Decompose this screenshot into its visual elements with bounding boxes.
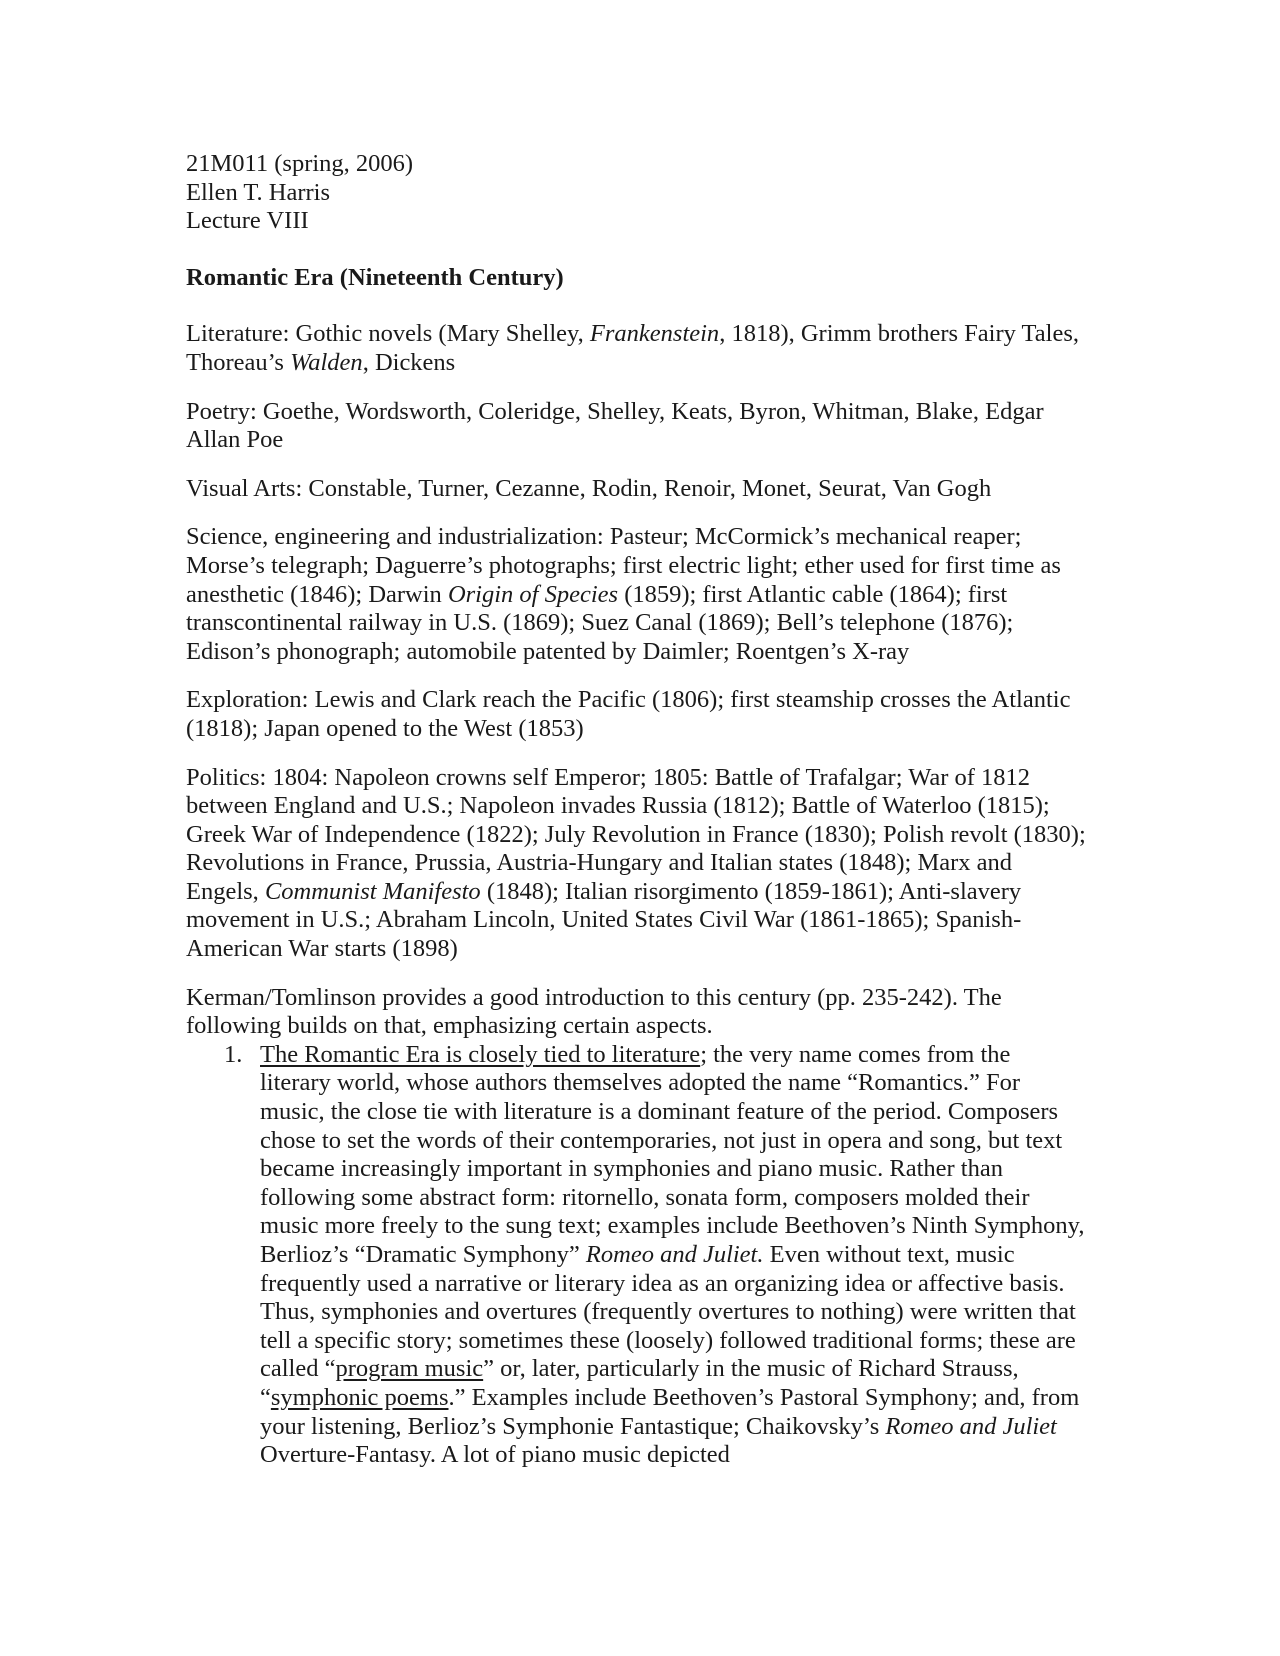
politics-paragraph: Politics: 1804: Napoleon crowns self Emperor; 1805: Battle of Trafalgar; War of 1812 between England and U.S.; Napoleon invades Russia (1812); Battle of Waterloo (1815); Greek War of Independence (1822); July Revolution in France (1830); Polish revolt (1830); Revolutions in France, Prussia, Austria-Hungary and Italian states (1848); Marx and Engels, Communist Manifesto (1848); Italian risorgimento (1859-1861); Anti-slavery movement in U.S.; Abraham Lincoln, United States Civil War (1861-1865); Spanish-American War starts (1898) [186, 763, 1086, 963]
origin-of-species-title: Origin of Species [447, 580, 619, 608]
author-name: Ellen T. Harris [186, 178, 331, 206]
exploration-paragraph: Exploration: Lewis and Clark reach the Pacific (1806); first steamship crosses the Atlantic (1818); Japan opened to the West (1853) [186, 686, 1071, 742]
romeo-juliet-overture-title: Romeo and Juliet [885, 1412, 1057, 1440]
walden-title: Walden [290, 348, 363, 376]
document-page [186, 150, 1086, 1470]
literature-paragraph: Literature: Gothic novels (Mary Shelley, Frankenstein, 1818), Grimm brothers Fairy Tales, Thoreau’s Walden, Dickens [186, 320, 1080, 376]
science-paragraph: Science, engineering and industrialization: Pasteur; McCormick’s mechanical reaper; Morse’s telegraph; Daguerre’s photographs; first electric light; ether used for first time as anesthetic (1846); Darwin Origin of Species (1859); first Atlantic cable (1864); first transcontinental railway in U.S. (1869); Suez Canal (1869); Bell’s telephone (1876); Edison’s phonograph; automobile patented by Daimler; Roentgen’s X-ray [186, 523, 1061, 665]
numbered-list [186, 1041, 1086, 1470]
frankenstein-title: Frankenstein [589, 320, 720, 348]
underlined-lead: The Romantic Era is closely tied to literature [260, 1040, 701, 1068]
course-code: 21M011 (spring, 2006) [186, 150, 414, 177]
romeo-juliet-title: Romeo and Juliet. [585, 1241, 764, 1268]
poetry-paragraph: Poetry: Goethe, Wordsworth, Coleridge, Shelley, Keats, Byron, Whitman, Blake, Edgar Allan Poe [186, 397, 1044, 454]
communist-manifesto-title: Communist Manifesto [264, 877, 481, 905]
list-item-number: 1. [224, 1040, 243, 1068]
document-title: Romantic Era (Nineteenth Century) [186, 263, 564, 291]
intro-paragraph: Kerman/Tomlinson provides a good introduction to this century (pp. 235-242). The following builds on that, emphasizing certain aspects. [186, 983, 1002, 1040]
program-music-term: program music [335, 1355, 484, 1383]
symphonic-poems-term: symphonic poems [270, 1383, 449, 1411]
lecture-number: Lecture VIII [186, 207, 309, 235]
visual-arts-paragraph: Visual Arts: Constable, Turner, Cezanne, Rodin, Renoir, Monet, Seurat, Van Gogh [186, 474, 992, 502]
list-item: 1. The Romantic Era is closely tied to literature; the very name comes from the literary world, whose authors themselves adopted the name “Romantics.” For music, the close tie with literature is a dominant feature of the period. Composers chose to set the words of their contemporaries, not just in opera and song, but text became increasingly important in symphonies and piano music. Rather than following some abstract form: ritornello, sonata form, composers molded their music more freely to the sung text; examples include Beethoven’s Ninth Symphony, Berlioz’s “Dramatic Symphony” Romeo and Juliet. Even without text, music frequently used a narrative or literary idea as an organizing idea or affective basis. Thus, symphonies and overtures (frequently overtures to nothing) were written that tell a specific story; sometimes these (loosely) followed traditional forms; these are called “program music” or, later, particularly in the music of Richard Strauss, “symphonic poems.” Examples include Beethoven’s Pastoral Symphony; and, from your listening, Berlioz’s Symphonie Fantastique; Chaikovsky’s Romeo and Juliet Overture-Fantasy. A lot of piano music depicted [224, 1040, 1085, 1469]
